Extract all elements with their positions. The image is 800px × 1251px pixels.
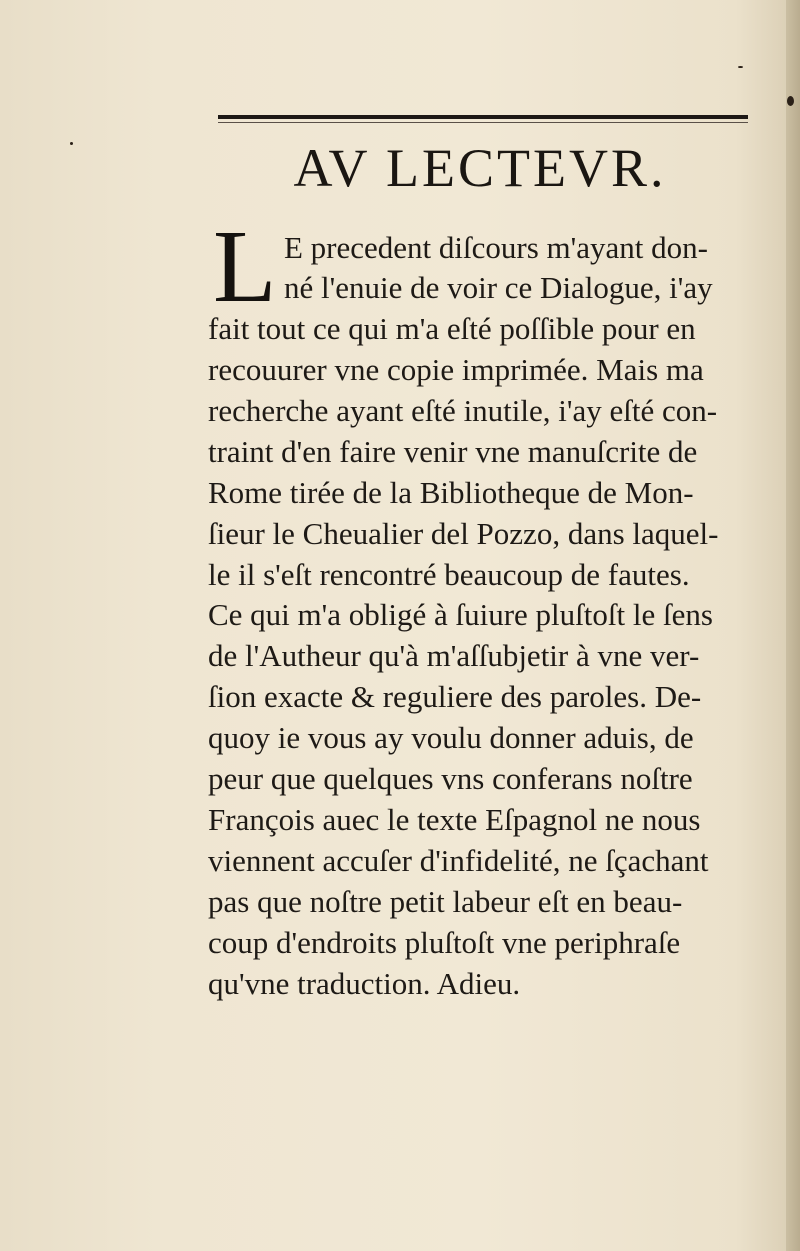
text-line: viennent accuſer d'infidelité, ne ſçachant xyxy=(208,843,709,878)
ink-speck xyxy=(787,96,794,106)
text-line: ſieur le Cheualier del Pozzo, dans laquel- xyxy=(208,516,719,551)
text-line: ſion exacte & reguliere des paroles. De- xyxy=(208,679,702,714)
text-line: traint d'en faire venir vne manuſcrite de xyxy=(208,434,698,469)
text-line: coup d'endroits pluſtoſt vne periphraſe xyxy=(208,925,681,960)
text-line: fait tout ce qui m'a eſté poſſible pour en xyxy=(208,311,696,346)
page-edge xyxy=(786,0,800,1251)
text-line: pas que noſtre petit labeur eſt en beau- xyxy=(208,884,683,919)
text-line: de l'Autheur qu'à m'aſſubjetir à vne ver- xyxy=(208,638,700,673)
text-line: le il s'eſt rencontré beaucoup de fautes. xyxy=(208,557,690,592)
text-line: né l'enuie de voir ce Dialogue, i'ay xyxy=(284,270,713,305)
drop-cap: L xyxy=(213,209,277,324)
text-line: quoy ie vous ay voulu donner aduis, de xyxy=(208,720,694,755)
text-line: qu'vne traduction. Adieu. xyxy=(208,966,521,1001)
text-line: Ce qui m'a obligé à ſuiure pluſtoſt le ſens xyxy=(208,597,713,632)
text-line: Rome tirée de la Bibliotheque de Mon- xyxy=(208,475,694,510)
text-line: E precedent diſcours m'ayant don- xyxy=(284,230,708,265)
text-line: peur que quelques vns conferans noſtre xyxy=(208,761,693,796)
text-line: recouurer vne copie imprimée. Mais ma xyxy=(208,352,704,387)
page-title: AV LECTEVR. xyxy=(293,138,667,198)
header-rule xyxy=(218,115,748,119)
ink-speck xyxy=(70,142,73,145)
text-line: recherche ayant eſté inutile, i'ay eſté con- xyxy=(208,393,718,428)
header-rule-thin xyxy=(218,122,748,123)
text-line: François auec le texte Eſpagnol ne nous xyxy=(208,802,701,837)
ink-speck xyxy=(738,66,743,68)
